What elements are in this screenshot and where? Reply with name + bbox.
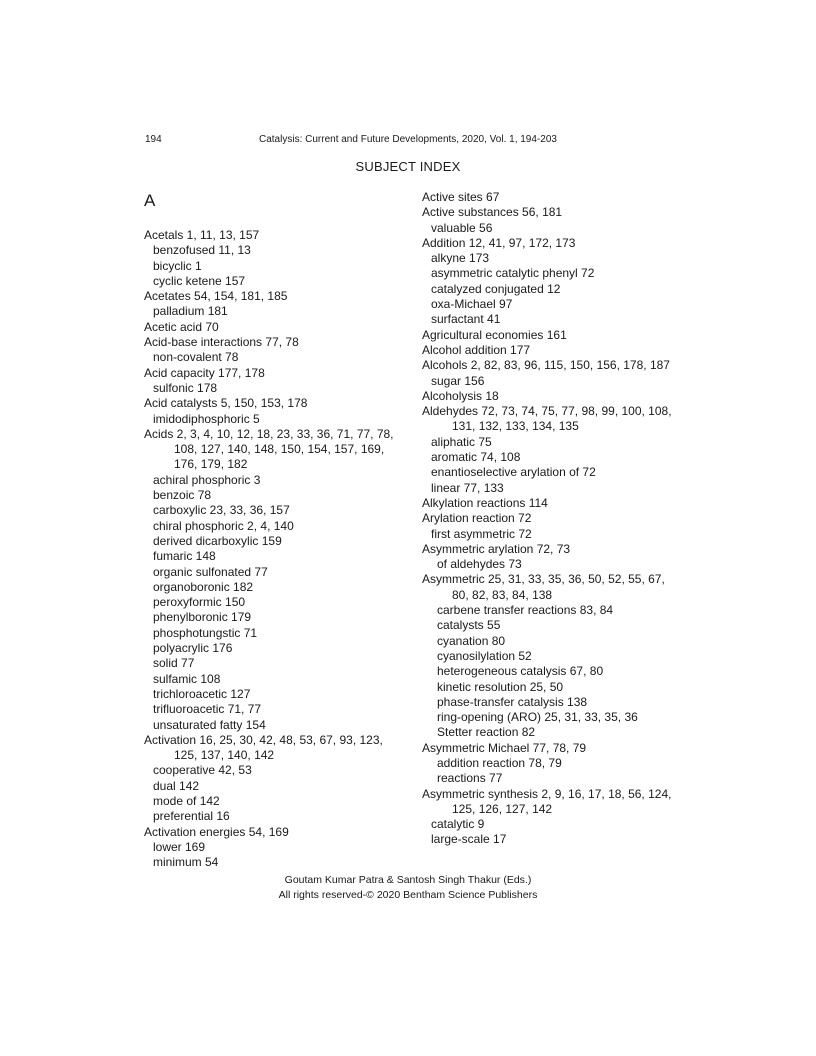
index-subentry: benzofused 11, 13 [153,243,251,258]
index-subentry: reactions 77 [437,771,503,786]
index-entry: Agricultural economies 161 [422,327,567,342]
footer-editors: Goutam Kumar Patra & Santosh Singh Thakur (Eds.) [284,874,532,886]
index-subentry: linear 77, 133 [431,480,504,495]
index-subentry: fumaric 148 [153,549,216,564]
page-number: 194 [145,134,162,145]
index-subentry: catalytic 9 [431,817,485,832]
running-head [145,132,685,148]
index-column-right [422,190,684,848]
index-subentry: phosphotungstic 71 [153,625,258,640]
index-entry: Alcohol addition 177 [422,342,531,357]
index-subentry: lower 169 [153,839,206,854]
index-entry: Acetates 54, 154, 181, 185 [144,289,288,304]
index-subentry: aromatic 74, 108 [431,450,521,465]
index-subentry: carbene transfer reactions 83, 84 [437,603,614,618]
index-entry: Alkylation reactions 114 [422,495,548,510]
index-subentry: first asymmetric 72 [431,526,532,541]
index-subentry: of aldehydes 73 [437,557,522,572]
index-subentry: kinetic resolution 25, 50 [437,679,564,694]
index-subentry: polyacrylic 176 [153,641,233,656]
index-subentry: catalyzed conjugated 12 [431,281,561,296]
index-subentry: ring-opening (ARO) 25, 31, 33, 35, 36 [437,710,638,725]
index-subentry: benzoic 78 [153,488,212,503]
index-entry: Asymmetric 25, 31, 33, 35, 36, 50, 52, 55, 67, 80, 82, 83, 84, 138 [422,572,665,602]
index-subentry: catalysts 55 [437,618,501,633]
index-entry: Asymmetric synthesis 2, 9, 16, 17, 18, 56, 124, 125, 126, 127, 142 [422,786,672,816]
index-subentry: addition reaction 78, 79 [437,755,562,770]
index-entry: Arylation reaction 72 [422,511,532,526]
index-subentry: heterogeneous catalysis 67, 80 [437,664,604,679]
index-entry: Activation 16, 25, 30, 42, 48, 53, 67, 93, 123, 125, 137, 140, 142 [144,732,383,763]
index-column-left [144,188,406,870]
index-subentry: cyclic ketene 157 [153,273,246,288]
index-entry: Acid-base interactions 77, 78 [144,335,299,350]
index-subentry: trichloroacetic 127 [153,686,251,701]
index-subentry: sulfonic 178 [153,380,218,395]
index-entry: Active sites 67 [422,190,500,204]
index-subentry: sugar 156 [431,373,485,388]
index-entry: Addition 12, 41, 97, 172, 173 [422,235,576,250]
index-entry: Asymmetric arylation 72, 73 [422,541,571,556]
index-entry: Acetals 1, 11, 13, 157 [144,228,260,242]
index-subentry: Stetter reaction 82 [437,725,536,740]
index-subentry: valuable 56 [431,220,493,235]
index-subentry: achiral phosphoric 3 [153,472,261,487]
journal-citation: Catalysis: Current and Future Developments, 2020, Vol. 1, 194-203 [259,134,557,145]
index-entry: Aldehydes 72, 73, 74, 75, 77, 98, 99, 100, 108, 131, 132, 133, 134, 135 [422,404,672,434]
index-subentry: non-covalent 78 [153,350,239,365]
index-subentry: oxa-Michael 97 [431,297,513,312]
index-subentry: preferential 16 [153,809,230,824]
right-entry-list [422,190,684,848]
index-subentry: palladium 181 [153,304,228,319]
index-subentry: cyanosilylation 52 [437,648,532,663]
index-subentry: chiral phosphoric 2, 4, 140 [153,518,294,533]
index-subentry: carboxylic 23, 33, 36, 157 [153,503,290,518]
index-subentry: solid 77 [153,656,195,671]
index-subentry: unsaturated fatty 154 [153,717,266,732]
index-subentry: cooperative 42, 53 [153,763,252,778]
index-subentry: phenylboronic 179 [153,610,252,625]
index-subentry: peroxyformic 150 [153,595,246,610]
index-subentry: mode of 142 [153,793,220,808]
index-subentry: organoboronic 182 [153,579,254,594]
index-entry: Acids 2, 3, 4, 10, 12, 18, 23, 33, 36, 71, 77, 78, 108, 127, 140, 148, 150, 154, 157, 169, 176, 179, 182 [144,426,394,472]
footer [0,873,816,903]
index-entry: Activation energies 54, 169 [144,824,289,839]
index-subentry: phase-transfer catalysis 138 [437,694,588,709]
index-entry: Acid catalysts 5, 150, 153, 178 [144,396,308,411]
index-subentry: imidodiphosphoric 5 [153,411,260,426]
index-subentry: organic sulfonated 77 [153,564,268,579]
section-letter: A [144,191,156,210]
index-subentry: minimum 54 [153,855,219,870]
index-entry: Asymmetric Michael 77, 78, 79 [422,740,587,755]
index-subentry: trifluoroacetic 71, 77 [153,702,262,717]
index-entry: Alcoholysis 18 [422,388,499,403]
page-title: SUBJECT INDEX [355,159,461,174]
left-entry-list [144,228,406,870]
index-subentry: alkyne 173 [431,251,490,266]
footer-rights: All rights reserved-© 2020 Bentham Science Publishers [278,889,538,901]
index-subentry: asymmetric catalytic phenyl 72 [431,266,595,281]
index-subentry: surfactant 41 [431,312,501,327]
index-subentry: aliphatic 75 [431,434,492,449]
index-subentry: derived dicarboxylic 159 [153,533,282,548]
index-subentry: enantioselective arylation of 72 [431,465,596,480]
index-subentry: sulfamic 108 [153,671,221,686]
index-entry: Alcohols 2, 82, 83, 96, 115, 150, 156, 178, 187 [422,358,670,373]
index-subentry: dual 142 [153,778,200,793]
index-subentry: large-scale 17 [431,832,507,847]
index-entry: Acid capacity 177, 178 [144,365,265,380]
index-entry: Active substances 56, 181 [422,205,563,220]
index-subentry: bicyclic 1 [153,258,202,273]
index-subentry: cyanation 80 [437,633,506,648]
index-entry: Acetic acid 70 [144,319,219,334]
